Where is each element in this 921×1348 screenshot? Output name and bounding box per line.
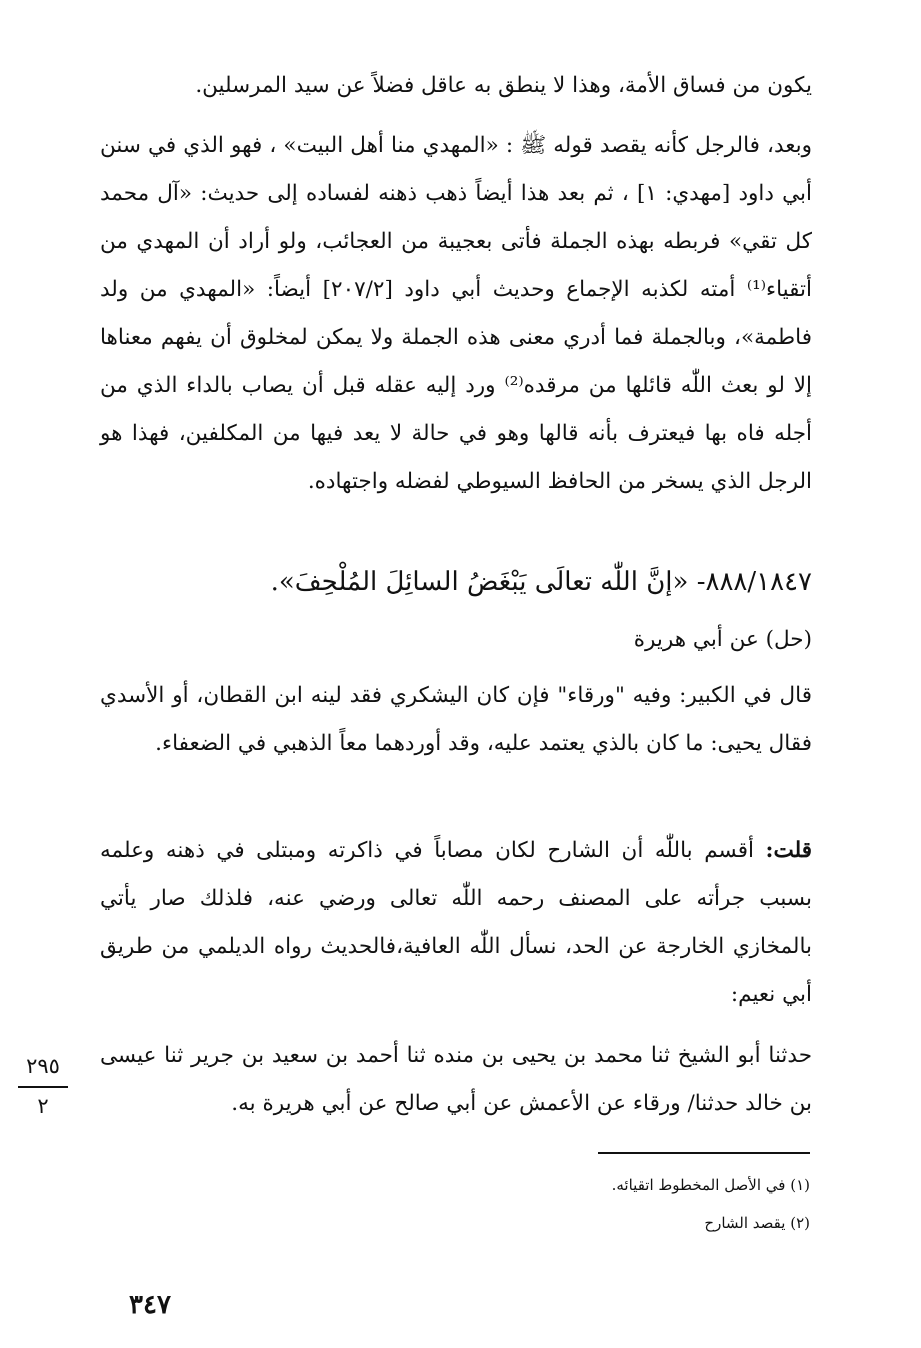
qultu-label: قلت: <box>765 838 812 863</box>
hadith-heading: ٨٨٨/١٨٤٧- «إنَّ اللّٰه تعالَى يَبْغَضُ السائِلَ المُلْحِفَ». <box>270 567 812 597</box>
footnote-divider <box>598 1152 810 1154</box>
paragraph-isnad: حدثنا أبو الشيخ ثنا محمد بن يحيى بن منده ثنا أحمد بن سعيد بن جرير ثنا عيسى بن خالد حدثنا/ ورقاء عن الأعمش عن أبي صالح عن أبي هريرة به. <box>100 1043 812 1116</box>
page-number: ٣٤٧ <box>129 1290 171 1320</box>
paragraph-qultu <box>100 827 812 1019</box>
footnote-1: (١) في الأصل المخطوط اتقيائه. <box>611 1176 810 1194</box>
margin-page-ref: ٢٩٥ <box>18 1052 68 1088</box>
qultu-text: أقسم باللّٰه أن الشارح لكان مصاباً في ذاكرته ومبتلى في ذهنه وعلمه بسبب جرأته على المصنف رحمه اللّٰه تعالى ورضي عنه، فلذلك صار يأتي بالمخازي الخارجة عن الحد، نسأل اللّٰه العافية،فالحديث رواه الديلمي من طريق أبي نعيم: <box>100 838 812 1007</box>
paragraph-commentary: قال في الكبير: وفيه "ورقاء" فإن كان اليشكري فقد لينه ابن القطان، أو الأسدي فقال يحيى: ما كان بالذي يعتمد عليه، وقد أوردهما معاً الذهبي في الضعفاء. <box>100 683 812 756</box>
margin-volume-ref: ٢ <box>37 1094 49 1118</box>
footnote-2: (٢) يقصد الشارح <box>704 1214 810 1232</box>
margin-volume-reference <box>18 1052 68 1120</box>
paragraph-intro: يكون من فساق الأمة، وهذا لا ينطق به عاقل فضلاً عن سيد المرسلين. <box>195 73 812 98</box>
paragraph-mahdi-discussion: وبعد، فالرجل كأنه يقصد قوله ﷺ : «المهدي منا أهل البيت» ، فهو الذي في سنن أبي داود [مهدي: ١] ، ثم بعد هذا أيضاً ذهب ذهنه لفساده إلى حديث: «آل محمد كل تقي» فربطه بهذه الجملة فأتى بعجيبة من العجائب، ولو أراد أن المهدي من أتقياء⁽¹⁾ أمته لكذبه الإجماع وحديث أبي داود [٢٠٧/٢] أيضاً: «المهدي من ولد فاطمة»، وبالجملة فما أدري معنى هذه الجملة ولا يمكن لمخلوق أن يفهم معناها إلا لو بعث اللّٰه قائلها من مرقده⁽²⁾ ورد إليه عقله قبل أن يصاب بالداء الذي من أجله فاه بها فيعترف بأنه قالها وهو في حالة لا يعد فيها من المكلفين، فهذا هو الرجل الذي يسخر من الحافظ السيوطي لفضله واجتهاده. <box>100 133 813 494</box>
hadith-source: (حل) عن أبي هريرة <box>633 627 812 652</box>
